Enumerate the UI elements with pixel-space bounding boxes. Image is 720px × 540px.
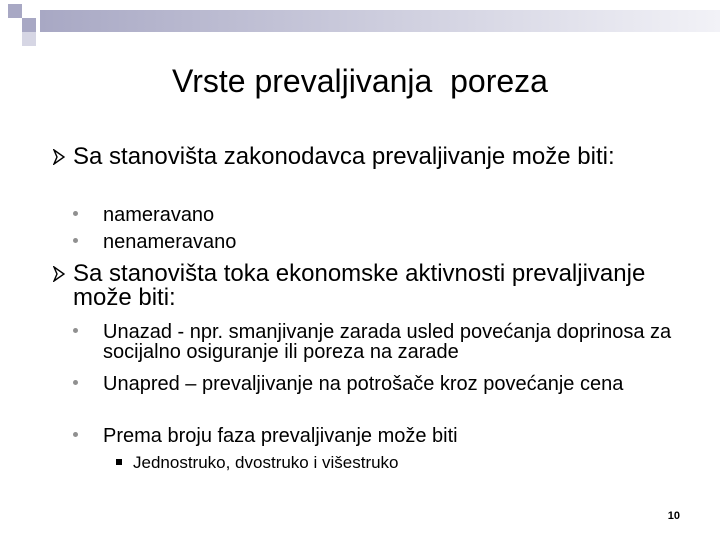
bullet-level3 — [133, 453, 399, 473]
bullet-text: nenameravano — [103, 231, 237, 253]
dot-bullet-icon — [73, 328, 78, 333]
arrow-bullet-icon — [53, 149, 65, 165]
square-bullet-icon — [116, 459, 122, 465]
header-square — [22, 4, 36, 18]
bullet-text: Sa stanovišta toka ekonomske aktivnosti prevaljivanje može biti: — [73, 260, 646, 311]
header-bar — [40, 10, 720, 32]
slide-title: Vrste prevaljivanja poreza — [172, 63, 548, 99]
bullet-level2 — [103, 426, 683, 446]
header-decoration — [0, 0, 720, 50]
bullet-text: nameravano — [103, 204, 215, 226]
bullet-text: Unapred – prevaljivanje na potrošače kroz povećanje cena — [103, 373, 624, 395]
bullet-text: Sa stanovišta zakonodavca prevaljivanje može biti: — [73, 143, 615, 170]
header-square — [8, 4, 22, 18]
bullet-level2 — [103, 374, 683, 394]
bullet-text: Prema broju faza prevaljivanje može biti — [103, 425, 458, 447]
bullet-text: Unazad - npr. smanjivanje zarada usled povećanja doprinosa za socijalno osiguranje ili poreza na zarade — [103, 321, 672, 363]
dot-bullet-icon — [73, 211, 78, 216]
header-square — [8, 18, 22, 32]
bullet-level2 — [103, 322, 683, 362]
page-number: 10 — [667, 510, 680, 522]
bullet-text: Jednostruko, dvostruko i višestruko — [133, 453, 399, 472]
header-square — [22, 32, 36, 46]
dot-bullet-icon — [73, 238, 78, 243]
arrow-bullet-icon — [53, 266, 65, 282]
dot-bullet-icon — [73, 380, 78, 385]
header-square — [22, 18, 36, 32]
dot-bullet-icon — [73, 432, 78, 437]
bullet-level2 — [103, 232, 236, 252]
bullet-level2 — [103, 205, 214, 225]
